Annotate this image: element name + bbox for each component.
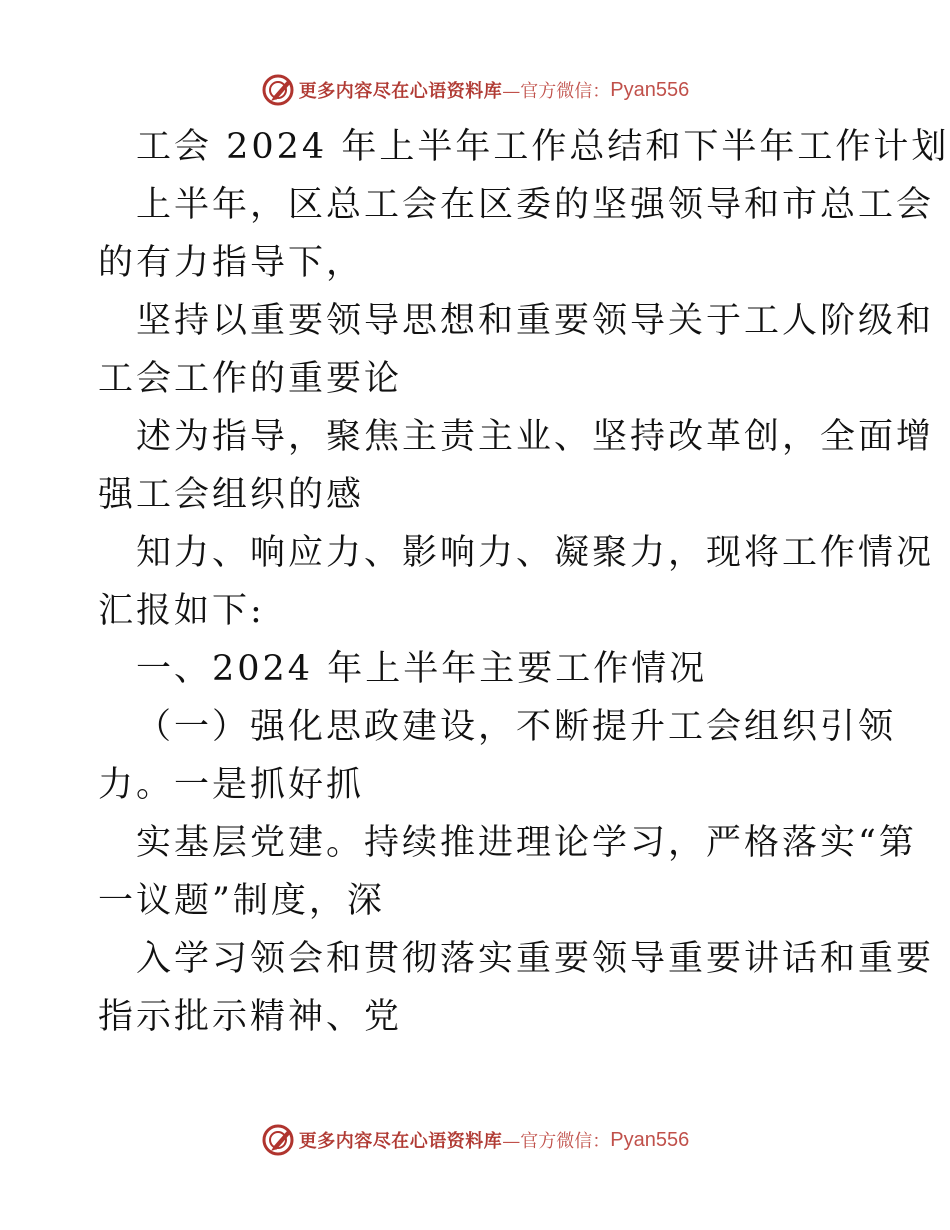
banner-sub-text: —官方微信： <box>502 1131 611 1152</box>
banner-sub-text: —官方微信： <box>502 81 611 102</box>
header-banner <box>0 70 950 110</box>
paragraph-line: 上半年，区总工会在区委的坚强领导和市总工会 <box>136 185 935 225</box>
paragraph-line: 强工会组织的感 <box>98 475 365 515</box>
banner-wechat-id: Pyan556 <box>610 78 690 101</box>
brand-logo-icon <box>261 1123 295 1157</box>
document-title: 工会 2024 年上半年工作总结和下半年工作计划 <box>136 127 950 167</box>
section-heading: 一、2024 年上半年主要工作情况 <box>136 649 708 689</box>
paragraph-line: 知力、响应力、影响力、凝聚力，现将工作情况 <box>136 533 935 573</box>
paragraph-line: 的有力指导下， <box>98 243 365 283</box>
footer-banner <box>0 1120 950 1160</box>
subsection-heading: （一）强化思政建设，不断提升工会组织引领 <box>136 707 897 747</box>
paragraph-line: 汇报如下: <box>98 591 265 631</box>
banner-wechat-id: Pyan556 <box>610 1128 690 1151</box>
paragraph-line: 力。一是抓好抓 <box>98 765 365 805</box>
banner-main-text: 更多内容尽在心语资料库 <box>298 1131 503 1152</box>
brand-logo-icon <box>261 73 295 107</box>
paragraph-line: 一议题”制度，深 <box>98 881 385 921</box>
paragraph-line: 指示批示精神、党 <box>98 997 403 1037</box>
paragraph-line: 实基层党建。持续推进理论学习，严格落实“第 <box>136 823 917 863</box>
paragraph-line: 坚持以重要领导思想和重要领导关于工人阶级和 <box>136 301 935 341</box>
paragraph-line: 工会工作的重要论 <box>98 359 403 399</box>
paragraph-line: 入学习领会和贯彻落实重要领导重要讲话和重要 <box>136 939 935 979</box>
document-body <box>98 118 950 1046</box>
paragraph-line: 述为指导，聚焦主责主业、坚持改革创，全面增 <box>136 417 935 457</box>
banner-main-text: 更多内容尽在心语资料库 <box>298 81 503 102</box>
